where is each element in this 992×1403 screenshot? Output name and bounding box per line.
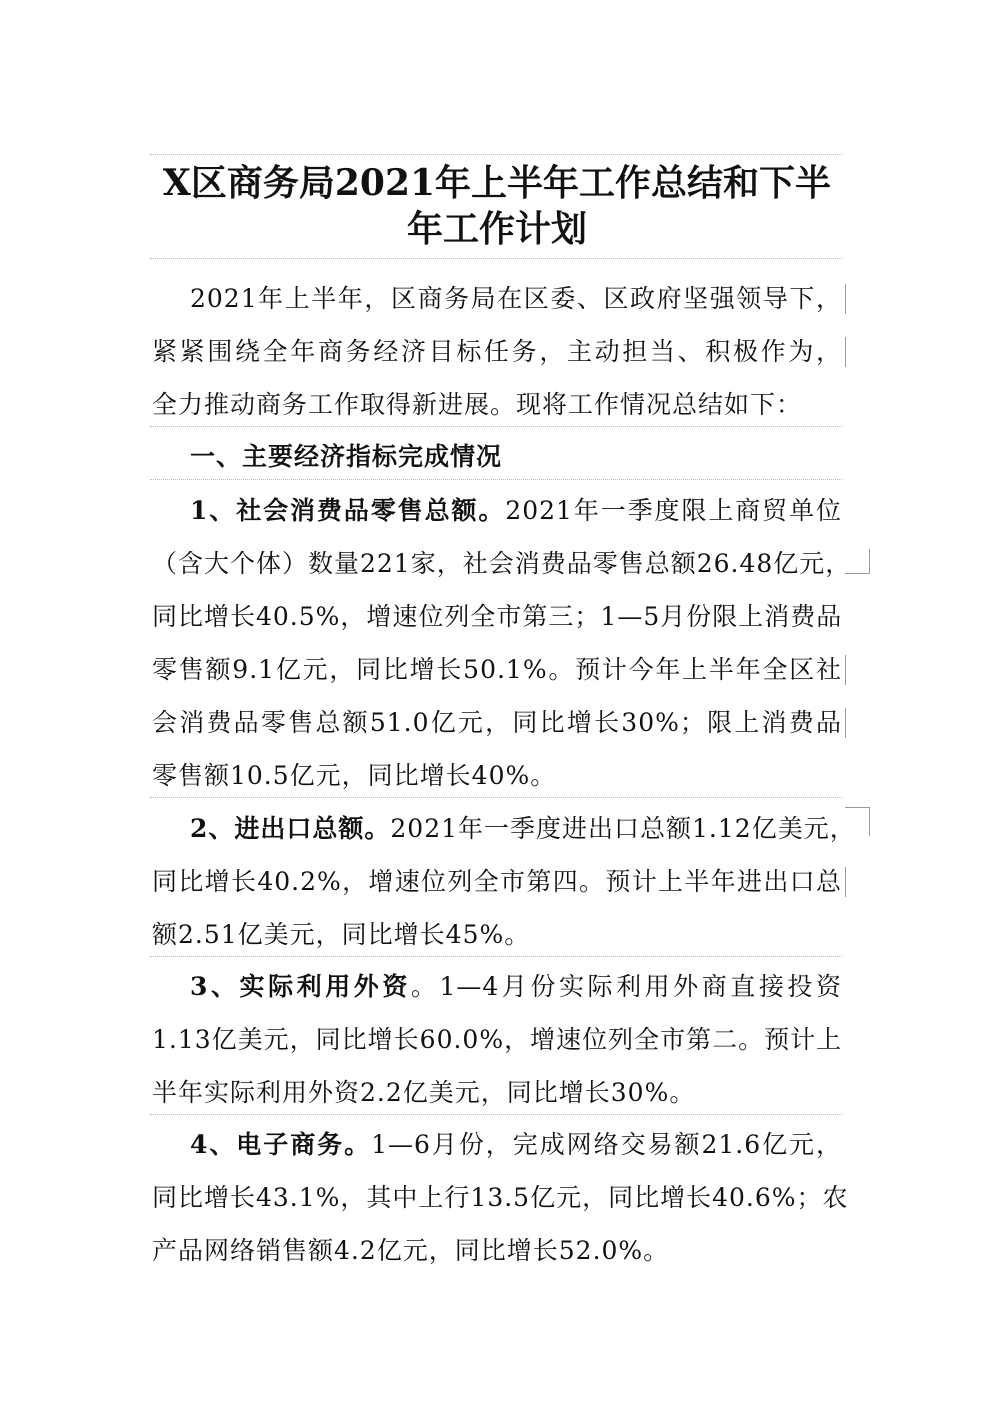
page-title-line-2: 年工作计划	[406, 208, 587, 250]
margin-mark	[845, 655, 846, 685]
margin-mark	[845, 549, 870, 574]
item4-heading: 4、电子商务。	[190, 1130, 372, 1159]
margin-mark	[845, 708, 846, 738]
item2-first-rest: 2021年一季度进出口总额1.12亿美元，	[390, 814, 856, 843]
item1-line-3: 同比增长40.5%，增速位列全市第三；1—5月份限上消费品	[152, 602, 843, 631]
title-bottom-rule	[150, 258, 842, 259]
item3-line-3: 半年实际利用外资2.2亿美元，同比增长30%。	[152, 1078, 696, 1107]
paragraph-rule	[150, 956, 842, 957]
paragraph-rule	[150, 426, 842, 427]
margin-mark	[845, 807, 870, 836]
intro-line-3: 全力推动商务工作取得新进展。现将工作情况总结如下：	[152, 390, 803, 419]
item1-line-5: 会消费品零售总额51.0亿元，同比增长30%；限上消费品	[152, 708, 842, 737]
page-title-line-1: X区商务局2021年上半年工作总结和下半	[162, 162, 832, 204]
item2-line-3: 额2.51亿美元，同比增长45%。	[152, 920, 531, 949]
item1-line-2: （含大个体）数量221家，社会消费品零售总额26.48亿元，	[152, 549, 852, 578]
margin-mark	[845, 284, 846, 314]
item2-heading: 2、进出口总额。	[190, 814, 391, 843]
intro-line-2: 紧紧围绕全年商务经济目标任务，主动担当、积极作为，	[152, 337, 842, 366]
section1-heading: 一、主要经济指标完成情况	[190, 442, 503, 471]
item3-line-2: 1.13亿美元，同比增长60.0%，增速位列全市第二。预计上	[152, 1025, 843, 1054]
item2-first-line	[190, 812, 856, 846]
intro-line-1: 2021年上半年，区商务局在区委、区政府坚强领导下，	[190, 284, 842, 313]
item4-line-2: 同比增长43.1%，其中上行13.5亿元，同比增长40.6%；农	[152, 1183, 849, 1212]
item3-heading: 3、实际利用外资	[190, 972, 411, 1001]
item3-first-line	[190, 970, 842, 1004]
margin-mark	[845, 337, 846, 367]
title-top-rule	[150, 154, 842, 155]
item4-first-rest: 1—6月份，完成网络交易额21.6亿元，	[371, 1130, 842, 1159]
item4-first-line	[190, 1128, 842, 1162]
item1-first-line	[190, 494, 842, 528]
paragraph-rule	[150, 479, 842, 480]
item2-line-2: 同比增长40.2%，增速位列全市第四。预计上半年进出口总	[152, 867, 842, 896]
margin-mark	[845, 867, 846, 897]
item1-heading: 1、社会消费品零售总额。	[190, 496, 506, 525]
item4-line-3: 产品网络销售额4.2亿元，同比增长52.0%。	[152, 1236, 670, 1265]
item1-line-4: 零售额9.1亿元，同比增长50.1%。预计今年上半年全区社	[152, 655, 842, 684]
item1-first-rest: 2021年一季度限上商贸单位	[505, 496, 842, 525]
item3-first-rest: 。1—4月份实际利用外商直接投资	[410, 972, 842, 1001]
paragraph-rule	[150, 1114, 842, 1115]
item1-line-6: 零售额10.5亿元，同比增长40%。	[152, 761, 557, 790]
paragraph-rule	[150, 797, 842, 798]
